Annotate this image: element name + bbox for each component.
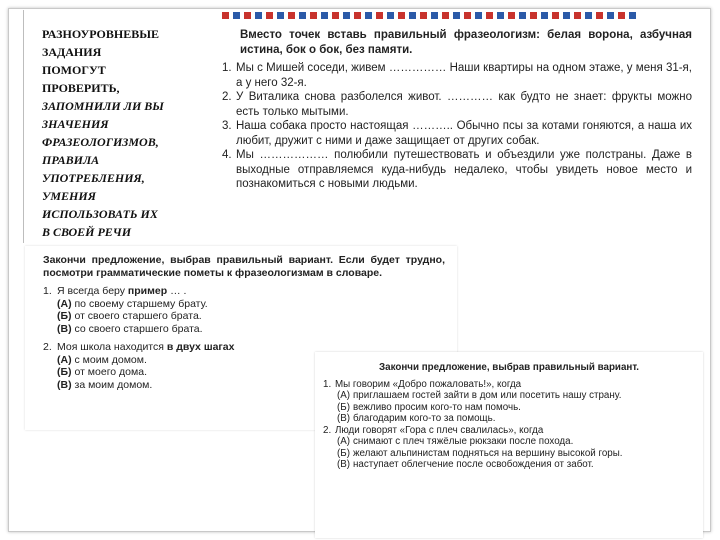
decor-square [629,12,636,19]
decor-square [552,12,559,19]
item-number: 2. [222,91,232,103]
decor-square [497,12,504,19]
question-phrase: пример [127,285,168,297]
decor-square [420,12,427,19]
caption-line: В СВОЕЙ РЕЧИ [42,225,132,239]
option-text: приглашаем гостей зайти в дом или посетить нашу страну. [353,390,622,401]
decor-square [299,12,306,19]
option-letter: (А) [57,297,72,310]
question-text: Мы говорим «Добро пожаловать!», когда [335,378,522,390]
question [323,379,695,425]
top-task-item [222,61,692,90]
decor-square [464,12,471,19]
item-number: 4. [222,149,232,161]
caption-line: ЗАПОМНИЛИ ЛИ ВЫ [42,99,164,113]
decor-square [541,12,548,19]
caption-line: РАЗНОУРОВНЕВЫЕ [42,27,160,41]
caption-line: ПОМОГУТ [42,63,106,77]
option-text: желают альпинистам подняться на вершину высокой горы. [353,447,623,459]
top-task-item [222,90,692,119]
answer-option [43,298,445,311]
option-text: наступает облегчение после освобождения от забот. [353,459,594,470]
answer-option [323,402,695,414]
caption-line: ПРАВИЛА [42,153,100,167]
decor-square [255,12,262,19]
option-text: с моим домом. [74,353,147,366]
question-phrase: в двух шагах [166,341,235,353]
decor-square [618,12,625,19]
decor-square [365,12,372,19]
decor-square [398,12,405,19]
answer-option [43,323,445,336]
question-line [323,425,695,437]
option-letter: (В) [337,413,351,424]
option-letter: (В) [57,322,72,335]
decor-square [530,12,537,19]
top-task-item [222,148,692,192]
answer-option [323,448,695,460]
answer-option [323,459,695,471]
decor-square [607,12,614,19]
option-text: от своего старшего брата. [74,310,202,322]
item-text: У Виталика снова разболелся живот. ………… как будто не знает: фрукты можно есть только мытыми. [236,91,692,118]
decor-square [453,12,460,19]
question-text [57,341,234,354]
decor-square [585,12,592,19]
left-caption [42,25,202,241]
question-number: 2. [43,341,52,353]
item-number: 1. [222,62,232,74]
answer-option [43,310,445,323]
decor-square [310,12,317,19]
decor-square [244,12,251,19]
question-stem: Моя школа находится [57,341,164,353]
decor-square [233,12,240,19]
decor-square [574,12,581,19]
option-text: от моего дома. [74,366,147,378]
item-text: Наша собака просто настоящая ……….. Обычно псы за котами гоняются, а наша их любит, дружит с ними и даже защищает от других собак. [236,120,692,147]
question-stem: Я всегда беру [57,285,125,297]
caption-line: ЗНАЧЕНИЯ [42,117,109,131]
option-letter: (В) [337,459,351,470]
option-letter: (Б) [57,366,72,378]
option-letter: (В) [57,378,72,391]
answer-option [323,436,695,448]
question [323,425,695,471]
item-text: Мы ……………… полюбили путешествовать и объездили уже полстраны. Даже в выходные отправляемся куда-нибудь недалеко, чтобы увидеть новое место и познакомиться с новыми людьми. [236,149,692,190]
question-line [43,285,445,298]
option-letter: (Б) [337,401,350,413]
top-task-list [222,61,692,192]
decor-square [475,12,482,19]
item-text: Мы с Мишей соседи, живем …………… Наши квартиры на одном этаже, у меня 31-я, а у него 32-я. [236,62,692,89]
question [43,285,445,335]
decor-square [409,12,416,19]
decor-square [376,12,383,19]
decor-square [596,12,603,19]
decor-square [277,12,284,19]
caption-line: ФРАЗЕОЛОГИЗМОВ, [42,135,159,149]
decor-square [288,12,295,19]
answer-option [323,413,695,425]
task-title: Закончи предложение, выбрав правильный вариант. [379,362,639,373]
question-text [57,285,186,298]
question-number: 2. [323,424,332,436]
caption-line: УМЕНИЯ [42,189,96,203]
caption-line: ИСПОЛЬЗОВАТЬ ИХ [42,207,158,221]
decor-square [486,12,493,19]
task-box-meaning [315,352,703,538]
option-text: благодарим кого-то за помощь. [353,413,496,424]
top-task-item [222,119,692,148]
option-letter: (Б) [57,310,72,322]
decor-square [387,12,394,19]
decor-square [321,12,328,19]
option-letter: (А) [337,390,351,401]
caption-line: УПОТРЕБЛЕНИЯ, [42,171,145,185]
decor-square [354,12,361,19]
decor-square [266,12,273,19]
caption-line: ПРОВЕРИТЬ, [42,81,120,95]
decor-square [332,12,339,19]
decor-square [563,12,570,19]
question-tail: … . [167,285,187,297]
question-text: Люди говорят «Гора с плеч свалилась», когда [335,424,544,436]
vertical-divider [23,10,24,243]
option-text: вежливо просим кого-то нам помочь. [353,401,521,413]
decor-square [508,12,515,19]
option-letter: (А) [337,436,351,447]
caption-line: ЗАДАНИЯ [42,45,102,59]
question-number: 1. [43,285,52,297]
top-task [222,28,692,192]
item-number: 3. [222,120,232,132]
decor-square [222,12,229,19]
option-text: со своего старшего брата. [74,322,203,335]
question-number: 1. [323,378,332,390]
decor-square [442,12,449,19]
task-intro: Закончи предложение, выбрав правильный вариант. Если будет трудно, посмотри грамматические пометы к фразеологизмам в словаре. [43,254,445,279]
option-letter: (Б) [337,447,350,459]
option-text: за моим домом. [74,378,153,391]
top-task-title: Вместо точек вставь правильный фразеологизм: белая ворона, азбучная истина, бок о бок, без памяти. [240,29,692,56]
option-text: по своему старшему брату. [74,297,208,310]
decor-square [519,12,526,19]
option-letter: (А) [57,353,72,366]
question-line [323,379,695,391]
option-text: снимают с плеч тяжёлые рюкзаки после похода. [353,436,574,447]
decorative-squares [222,12,636,20]
decor-square [431,12,438,19]
decor-square [343,12,350,19]
answer-option [323,390,695,402]
